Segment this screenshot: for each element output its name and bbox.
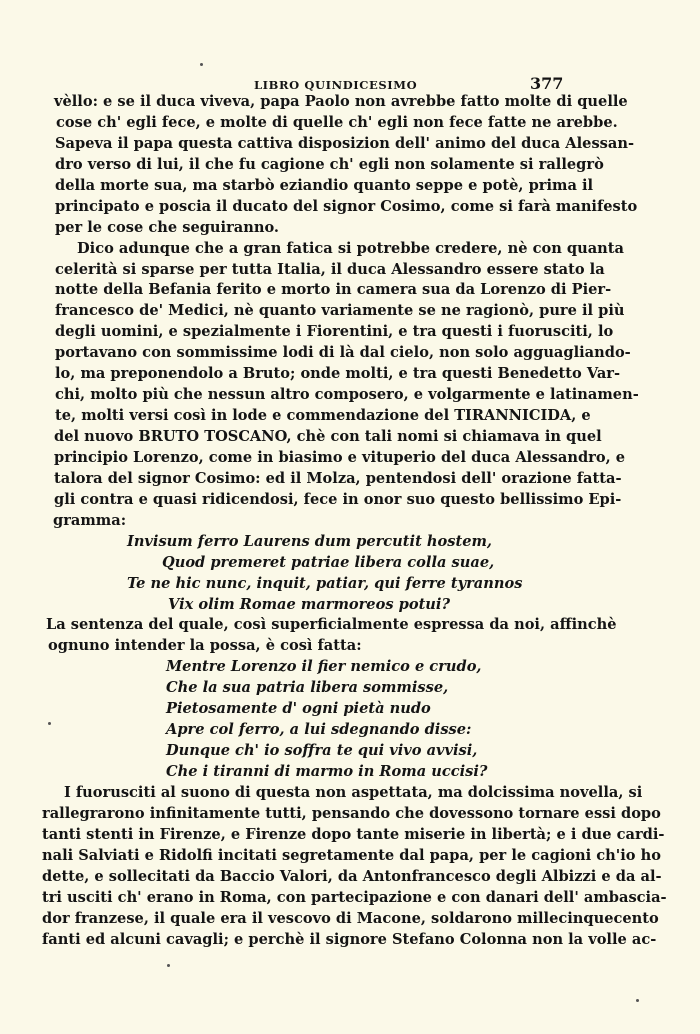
text-line: talora del signor Cosimo: ed il Molza, pentendosi dell' orazione fatta- bbox=[54, 469, 622, 487]
verse-line: Pietosamente d' ogni pietà nudo bbox=[166, 700, 431, 718]
verse-line: Dunque ch' io soffra te qui vivo avvisi, bbox=[166, 742, 478, 760]
text-line: dro verso di lui, il che fu cagione ch' egli non solamente si rallegrò bbox=[55, 155, 604, 173]
text-line: della morte sua, ma starbò eziandio quanto seppe e potè, prima il bbox=[55, 176, 594, 194]
body-text bbox=[42, 92, 674, 950]
verse-line: Invisum ferro Laurens dum percutit hostem, bbox=[127, 532, 493, 550]
print-speck bbox=[200, 63, 203, 66]
text-line: nali Salviati e Ridolfi incitati segretamente dal papa, per le cagioni ch'io ho bbox=[42, 846, 661, 864]
text-line: francesco de' Medici, nè quanto variamente se ne ragionò, pure il più bbox=[55, 302, 625, 320]
text-line: principato e poscia il ducato del signor Cosimo, come si farà manifesto bbox=[55, 197, 638, 215]
print-speck bbox=[636, 999, 639, 1002]
text-line: degli uomini, e spezialmente i Fiorentini, e tra questi i fuorusciti, lo bbox=[55, 323, 614, 341]
text-line: rallegrarono infinitamente tutti, pensando che dovessono tornare essi dopo bbox=[42, 804, 661, 822]
text-line: ognuno intender la possa, è così fatta: bbox=[48, 637, 362, 655]
text-line: I fuorusciti al suono di questa non aspettata, ma dolcissima novella, si bbox=[64, 783, 643, 801]
verse-line: Che i tiranni di marmo in Roma uccisi? bbox=[166, 763, 488, 780]
text-line: lo, ma preponendolo a Bruto; onde molti, e tra questi Benedetto Var- bbox=[55, 365, 621, 383]
text-line: portavano con sommissime lodi di là dal cielo, non solo agguagliando- bbox=[55, 344, 631, 362]
text-line: per le cose che seguiranno. bbox=[55, 218, 280, 236]
text-line: gli contra e quasi ridicendosi, fece in onor suo questo bellissimo Epi- bbox=[54, 490, 622, 508]
text-line: tanti stenti in Firenze, e Firenze dopo tante miserie in libertà; e i due cardi- bbox=[42, 825, 665, 843]
text-line: dette, e sollecitati da Baccio Valori, da Antonfrancesco degli Albizzi e da al- bbox=[42, 867, 662, 885]
running-title: LIBRO QUINDICESIMO bbox=[254, 78, 418, 92]
text-line: La sentenza del quale, così superficialmente espressa da noi, affinchè bbox=[46, 616, 617, 634]
verse-line: Vix olim Romae marmoreos potui? bbox=[168, 595, 451, 613]
verse-line: Quod premeret patriae libera colla suae, bbox=[162, 553, 495, 571]
text-line: tri usciti ch' erano in Roma, con partecipazione e con danari dell' ambascia- bbox=[42, 888, 667, 906]
text-line: chi, molto più che nessun altro composero, e volgarmente e latinamen- bbox=[55, 386, 639, 404]
text-line: Dico adunque che a gran fatica si potrebbe credere, nè con quanta bbox=[77, 239, 624, 257]
verse-line: Che la sua patria libera sommisse, bbox=[166, 679, 449, 697]
text-line: del nuovo BRUTO TOSCANO, chè con tali nomi si chiamava in quel bbox=[54, 428, 602, 445]
text-line: te, molti versi così in lode e commendazione del TIRANNICIDA, e bbox=[55, 407, 591, 425]
text-line: cose ch' egli fece, e molte di quelle ch' egli non fece fatte ne arebbe. bbox=[56, 113, 618, 131]
verse-line: Mentre Lorenzo il fier nemico e crudo, bbox=[166, 658, 482, 676]
verse-line: Te ne hic nunc, inquit, patiar, qui ferre tyrannos bbox=[127, 574, 523, 592]
text-line: dor franzese, il quale era il vescovo di Macone, soldarono millecinquecento bbox=[42, 909, 659, 927]
text-line: celerità si sparse per tutta Italia, il duca Alessandro essere stato la bbox=[55, 260, 605, 278]
page-number: 377 bbox=[530, 74, 564, 93]
verse-line: Apre col ferro, a lui sdegnando disse: bbox=[166, 721, 472, 739]
text-line: gramma: bbox=[53, 511, 127, 529]
print-speck bbox=[167, 964, 170, 967]
text-line: Sapeva il papa questa cattiva disposizion dell' animo del duca Alessan- bbox=[55, 134, 635, 152]
text-line: notte della Befania ferito e morto in camera sua da Lorenzo di Pier- bbox=[55, 281, 612, 299]
print-speck bbox=[48, 722, 51, 725]
text-line: principio Lorenzo, come in biasimo e vituperio del duca Alessandro, e bbox=[54, 448, 626, 466]
text-line: vèllo: e se il duca viveva, papa Paolo non avrebbe fatto molte di quelle bbox=[54, 93, 628, 110]
text-line: fanti ed alcuni cavagli; e perchè il signore Stefano Colonna non la volle ac- bbox=[42, 930, 657, 948]
